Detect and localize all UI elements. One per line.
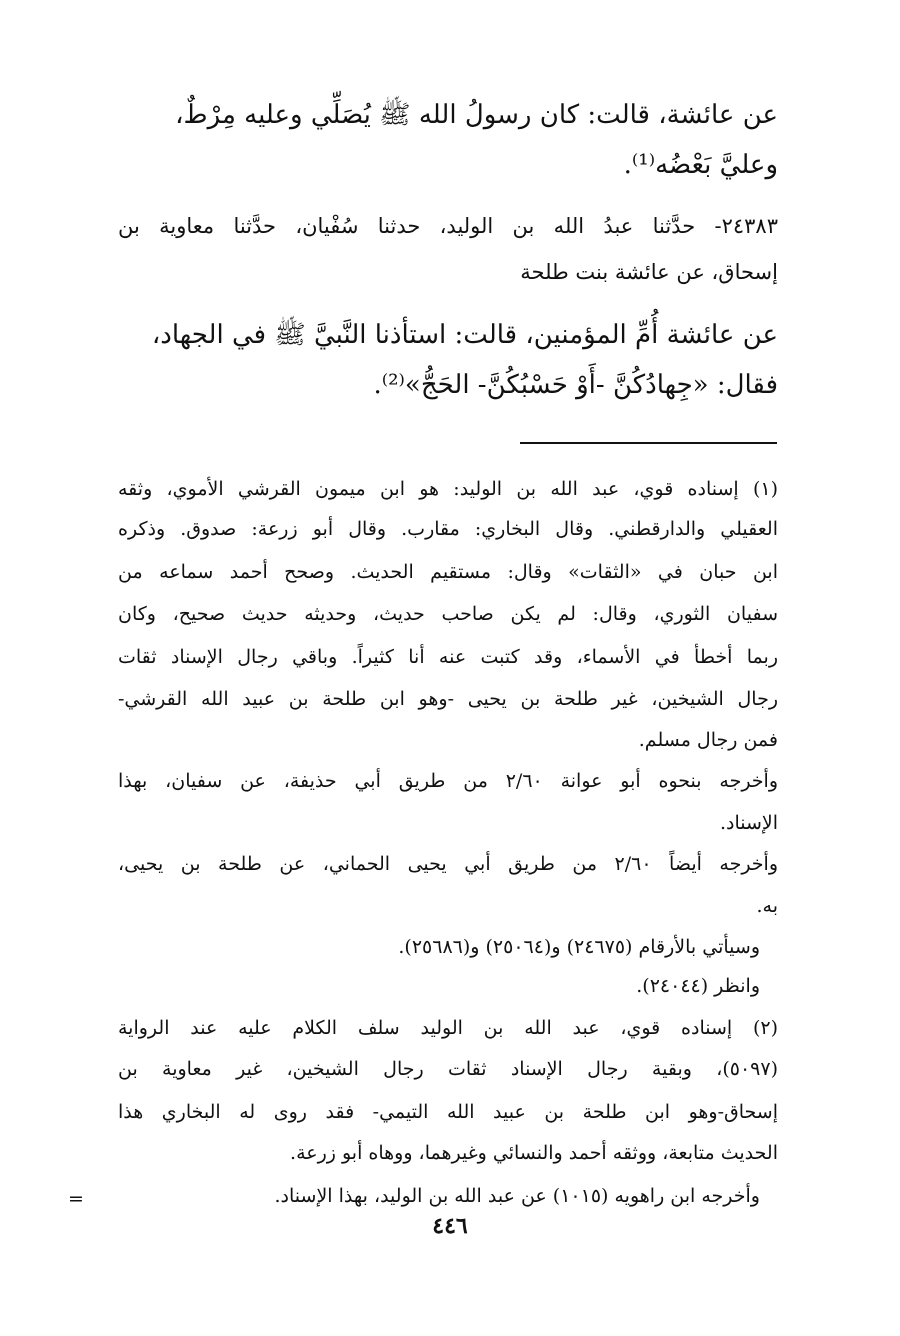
footnote-line: الإسناد. — [719, 812, 778, 834]
hadith-text-line: وعليَّ بَعْضُه⁽¹⁾. — [623, 150, 778, 180]
isnad-line: إسحاق، عن عائشة بنت طلحة — [520, 260, 778, 284]
footnote-line: وسيأتي بالأرقام (٢٤٦٧٥) و(٢٥٠٦٤) و(٢٥٦٨٦). — [398, 936, 760, 958]
footnote-separator — [520, 442, 777, 444]
footnote-line: ربما أخطأ في الأسماء، وقد كتبت عنه أنا كثيراً. وباقي رجال الإسناد ثقات — [118, 646, 778, 668]
footnote-line: (٥٠٩٧)، وبقية رجال الإسناد ثقات رجال الشيخين، غير معاوية بن — [118, 1058, 778, 1080]
footnote-line: العقيلي والدارقطني. وقال البخاري: مقارب. وقال أبو زرعة: صدوق. وذكره — [118, 518, 778, 540]
footnote-line: به. — [756, 895, 778, 917]
footnote-line: إسحاق-وهو ابن طلحة بن عبيد الله التيمي- فقد روى له البخاري هذا — [118, 1101, 778, 1123]
footnote-line: الحديث متابعة، ووثقه أحمد والنسائي وغيرهما، ووهاه أبو زرعة. — [290, 1142, 778, 1164]
footnote-line: وانظر (٢٤٠٤٤). — [636, 975, 760, 997]
footnote-line: (٢) إسناده قوي، عبد الله بن الوليد سلف الكلام عليه عند الرواية — [118, 1017, 778, 1039]
footnote-line: وأخرجه ابن راهويه (١٠١٥) عن عبد الله بن الوليد، بهذا الإسناد. — [274, 1185, 760, 1207]
page-number: ٤٤٦ — [432, 1213, 468, 1239]
isnad-line: ٢٤٣٨٣- حدَّثنا عبدُ الله بن الوليد، حدثنا سُفْيان، حدَّثنا معاوية بن — [118, 214, 778, 238]
footnote-line: ابن حبان في «الثقات» وقال: مستقيم الحديث. وصحح أحمد سماعه من — [118, 561, 778, 583]
hadith-text-line: عن عائشة، قالت: كان رسولُ الله ﷺ يُصَلِّي وعليه مِرْطٌ، — [175, 100, 778, 130]
continuation-mark: = — [68, 1188, 84, 1210]
footnote-line: (١) إسناده قوي، عبد الله بن الوليد: هو ابن ميمون القرشي الأموي، وثقه — [118, 478, 778, 500]
footnote-line: رجال الشيخين، غير طلحة بن يحيى -وهو ابن طلحة بن عبيد الله القرشي- — [118, 688, 778, 710]
hadith-text-line: فقال: «جِهادُكُنَّ -أَوْ حَسْبُكُنَّ- الحَجُّ»⁽²⁾. — [373, 370, 778, 400]
footnote-line: فمن رجال مسلم. — [638, 729, 778, 751]
footnote-line: وأخرجه أيضاً ٢/٦٠ من طريق أبي يحيى الحماني، عن طلحة بن يحيى، — [118, 853, 779, 875]
hadith-text-line: عن عائشة أُمِّ المؤمنين، قالت: استأذنا النَّبيَّ ﷺ في الجهاد، — [151, 320, 778, 350]
footnote-line: سفيان الثوري، وقال: لم يكن صاحب حديث، وحديثه حديث صحيح، وكان — [118, 603, 778, 625]
footnote-line: وأخرجه بنحوه أبو عوانة ٢/٦٠ من طريق أبي حذيفة، عن سفيان، بهذا — [118, 770, 778, 792]
